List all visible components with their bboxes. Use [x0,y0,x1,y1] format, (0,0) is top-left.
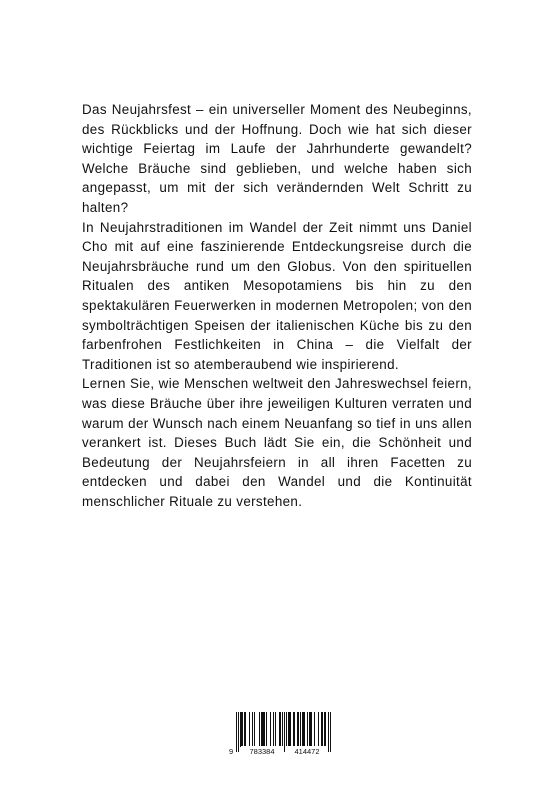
barcode-bar [261,712,262,747]
barcode-bar [293,712,294,747]
barcode-first-digit: 9 [229,747,234,756]
barcode-bar [302,712,303,747]
back-cover-blurb [82,100,472,511]
barcode-bar [249,712,250,747]
barcode-bar [290,712,291,747]
blurb-paragraph-2: In Neujahrstraditionen im Wandel der Zeit nimmt uns Daniel Cho mit auf eine faszinierende Entdeckungsreise durch die Neujahrsbräuche rund um den Globus. Von den spirituellen Ritualen des antiken Mesopotamiens bis hin zu den spektakulären Feuerwerken in modernen Metropolen; von den symbolträchtigen Speisen der italienischen Küche bis zu den farbenfrohen Festlichkeiten in China – die Vielfalt der Traditionen ist so atemberaubend wie inspirierend. [82,219,472,372]
isbn-barcode [228,712,332,760]
barcode-bar [279,712,280,747]
barcode-bar [298,712,299,747]
barcode-bar [307,712,308,747]
barcode-bar [324,712,325,747]
barcode-bar [289,712,290,747]
barcode-bar [254,712,255,747]
barcode-bar [266,712,267,747]
barcode-bar [325,712,326,747]
barcode-bar [245,712,246,747]
barcode-bar [252,712,253,747]
blurb-paragraph-1: Das Neujahrsfest – ein universeller Moment des Neubeginns, des Rückblicks und der Hoffnung. Doch wie hat sich dieser wichtige Feiertag im Laufe der Jahrhunderte gewandelt? Welche Bräuche sind geblieben, und welche haben sich angepasst, um mit der sich verändernden Welt Schritt zu halten? [82,102,472,215]
blurb-paragraph-3: Lernen Sie, wie Menschen weltweit den Jahreswechsel feiern, was diese Bräuche über ihre jeweiligen Kulturen verraten und warum der Wunsch nach einem Neuanfang so tief in uns allen verankert ist. Dieses Buch lädt Sie ein, die Schönheit und Bedeutung der Neujahrsfeiern in all ihren Facetten zu entdecken und dabei den Wandel und die Kontinuität menschlicher Rituale zu verstehen. [82,376,472,509]
barcode-bar [300,712,301,747]
barcode-bar [270,712,271,747]
barcode-bar [297,712,298,747]
barcode-bar [244,712,245,747]
barcode-bar [321,712,322,747]
barcode-bar [286,712,287,747]
barcode-bar [264,712,265,747]
barcode-bar [240,712,241,747]
barcode-bar [310,712,311,747]
barcode-bar [314,712,315,747]
barcode-bar [294,712,295,747]
barcode-digits [228,746,332,758]
barcode-bar [303,712,304,747]
barcode-right-digits: 414472 [286,746,328,758]
barcode-bar [242,712,243,747]
barcode-bar [309,712,310,747]
barcode-bar [311,712,312,747]
barcode-bar [263,712,264,747]
barcode-bar [259,712,260,747]
barcode-bar [275,712,276,747]
barcode-bar [288,712,289,747]
barcode-bar [241,712,242,747]
barcode-bar [280,712,281,747]
barcode-left-digits: 783384 [241,746,283,758]
barcode-bar [273,712,274,747]
barcode-bar [318,712,319,747]
barcode-bar [262,712,263,747]
barcode-bar [304,712,305,747]
barcode-bar [322,712,323,747]
